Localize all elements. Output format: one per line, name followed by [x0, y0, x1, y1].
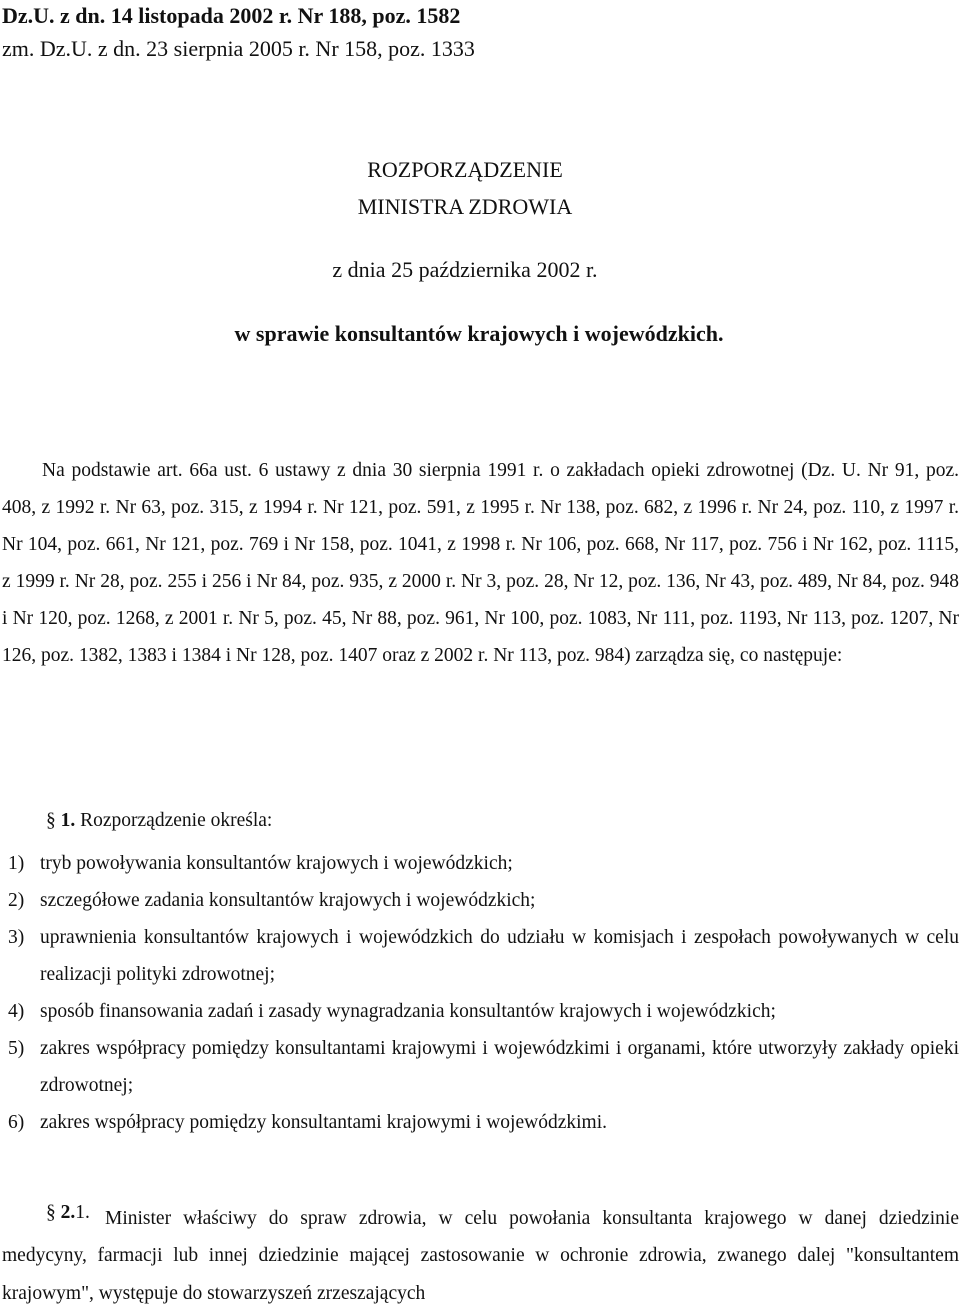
preamble-paragraph	[2, 452, 959, 675]
list-item-number: 2)	[8, 890, 25, 911]
list-item-number: 1)	[8, 853, 25, 874]
document-subject: w sprawie konsultantów krajowych i wojewódzkich.	[234, 321, 724, 346]
section-symbol: §	[46, 810, 56, 831]
document-type-title: ROZPORZĄDZENIE	[367, 157, 563, 182]
preamble-text: Na podstawie art. 66a ust. 6 ustawy z dnia 30 sierpnia 1991 r. o zakładach opieki zdrowotnej (Dz. U. Nr 91, poz. 408, z 1992 r. Nr 63, poz. 315, z 1994 r. Nr 121, poz. 591, z 1995 r. Nr 138, poz. 682, z 1996 r. Nr 24, poz. 110, z 1997 r. Nr 104, poz. 661, Nr 121, poz. 769 i Nr 158, poz. 1041, z 1998 r. Nr 106, poz. 668, Nr 117, poz. 756 i Nr 162, poz. 1115, z 1999 r. Nr 28, poz. 255 i 256 i Nr 84, poz. 935, z 2000 r. Nr 3, poz. 28, Nr 12, poz. 136, Nr 43, poz. 489, Nr 84, poz. 948 i Nr 120, poz. 1268, z 2001 r. Nr 5, poz. 45, Nr 88, poz. 961, Nr 100, poz. 1083, Nr 111, poz. 1193, Nr 113, poz. 1207, Nr 126, poz. 1382, 1383 i 1384 i Nr 128, poz. 1407 oraz z 2002 r. Nr 113, poz. 984) zarządza się, co następuje:	[2, 460, 959, 667]
section-1-heading	[46, 808, 272, 834]
list-item	[2, 882, 959, 919]
section-number: 2.	[60, 1202, 76, 1223]
section-1-list	[2, 845, 959, 1141]
amendment-reference: zm. Dz.U. z dn. 23 sierpnia 2005 r. Nr 158, poz. 1333	[2, 36, 475, 61]
section-2-paragraph	[2, 1200, 959, 1312]
list-item-text: szczegółowe zadania konsultantów krajowych i wojewódzkich;	[40, 890, 536, 911]
list-item	[2, 1030, 959, 1104]
preamble-indent	[2, 460, 42, 481]
journal-reference: Dz.U. z dn. 14 listopada 2002 r. Nr 188, poz. 1582	[2, 3, 461, 28]
section-2-heading	[46, 1200, 90, 1226]
list-item	[2, 993, 959, 1030]
list-item-number: 5)	[8, 1038, 25, 1059]
list-item-number: 3)	[8, 927, 25, 948]
list-item-text: zakres współpracy pomiędzy konsultantami krajowymi i wojewódzkimi i organami, które utworzyły zakłady opieki zdrowotnej;	[40, 1038, 959, 1096]
list-item	[2, 919, 959, 993]
document-date: z dnia 25 października 2002 r.	[332, 257, 598, 282]
list-item	[2, 1104, 959, 1141]
list-item-number: 4)	[8, 1001, 25, 1022]
list-item-text: uprawnienia konsultantów krajowych i wojewódzkich do udziału w komisjach i zespołach powoływanych w celu realizacji polityki zdrowotnej;	[40, 927, 959, 985]
list-item-text: sposób finansowania zadań i zasady wynagradzania konsultantów krajowych i wojewódzkich;	[40, 1001, 776, 1022]
list-item-number: 6)	[8, 1112, 25, 1133]
list-item	[2, 845, 959, 882]
list-item-text: zakres współpracy pomiędzy konsultantami krajowymi i wojewódzkimi.	[40, 1112, 607, 1133]
section-number: 1.	[60, 810, 76, 831]
section-symbol: §	[46, 1202, 56, 1223]
section-intro: Rozporządzenie określa:	[80, 810, 273, 831]
list-item-text: tryb powoływania konsultantów krajowych i wojewódzkich;	[40, 853, 513, 874]
issuing-authority-title: MINISTRA ZDROWIA	[357, 194, 573, 219]
section-2-body: Minister właściwy do spraw zdrowia, w celu powołania konsultanta krajowego w danej dziedzinie medycyny, farmacji lub innej dziedzinie mającej zastosowanie w ochronie zdrowia, zwanego dalej "konsultantem krajowym", występuje do stowarzyszeń zrzeszających	[2, 1208, 959, 1304]
subsection-number: 1.	[75, 1202, 90, 1223]
